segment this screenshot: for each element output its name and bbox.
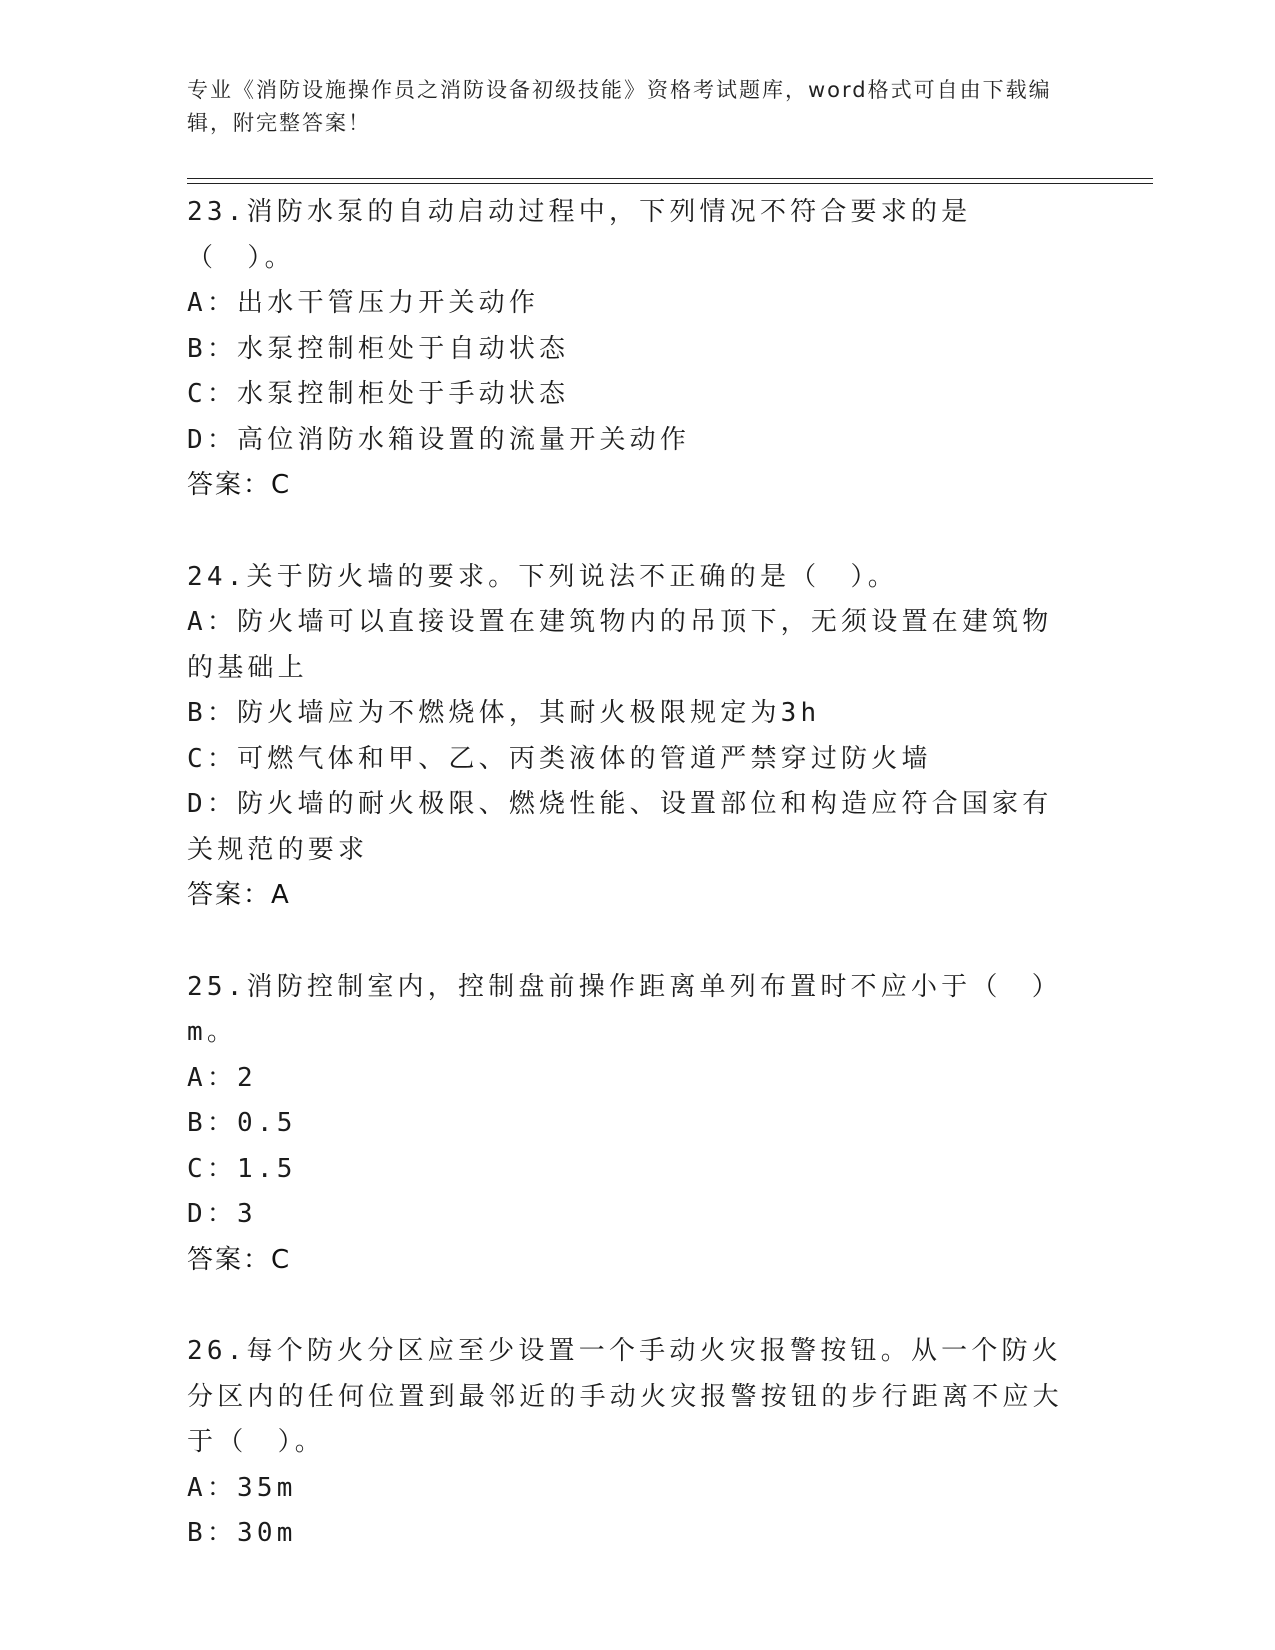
document-header: 专业《消防设施操作员之消防设备初级技能》资格考试题库，word格式可自由下载编辑，附完整答案！ bbox=[187, 78, 1052, 135]
option-a: A：出水干管压力开关动作 bbox=[187, 288, 540, 318]
option-b: B：水泵控制柜处于自动状态 bbox=[187, 333, 570, 364]
option-c: C：可燃气体和甲、乙、丙类液体的管道严禁穿过防火墙 bbox=[187, 743, 932, 774]
option-d: D：3 bbox=[187, 1199, 257, 1229]
answer-label: 答案：A bbox=[187, 880, 291, 910]
option-b: B：防火墙应为不燃烧体，其耐火极限规定为3h bbox=[187, 698, 821, 728]
option-a: A：35m bbox=[187, 1472, 297, 1503]
header-divider-top bbox=[187, 178, 1153, 179]
option-b: B：30m bbox=[187, 1518, 297, 1548]
question-stem: 24.关于防火墙的要求。下列说法不正确的是（ ）。 bbox=[187, 561, 898, 592]
answer-label: 答案：C bbox=[187, 470, 292, 500]
option-c: C：1.5 bbox=[187, 1153, 297, 1184]
answer-label: 答案：C bbox=[187, 1244, 292, 1275]
option-a: A：2 bbox=[187, 1062, 257, 1093]
option-d: D：防火墙的耐火极限、燃烧性能、设置部位和构造应符合国家有关规范的要求 bbox=[187, 789, 1053, 865]
question-stem: 26.每个防火分区应至少设置一个手动火灾报警按钮。从一个防火分区内的任何位置到最邻近的手动火灾报警按钮的步行距离不应大于（ ）。 bbox=[187, 1336, 1063, 1457]
header-divider-bottom bbox=[187, 183, 1153, 184]
question-25 bbox=[187, 965, 1077, 1284]
question-stem: 23.消防水泵的自动启动过程中，下列情况不符合要求的是（ ）。 bbox=[187, 197, 972, 273]
question-26 bbox=[187, 1329, 1077, 1557]
option-a: A：防火墙可以直接设置在建筑物内的吊顶下，无须设置在建筑物的基础上 bbox=[187, 607, 1053, 683]
option-d: D：高位消防水箱设置的流量开关动作 bbox=[187, 424, 691, 455]
question-stem: 25.消防控制室内，控制盘前操作距离单列布置时不应小于（ ）m。 bbox=[187, 971, 1062, 1047]
question-24 bbox=[187, 555, 1077, 919]
question-23 bbox=[187, 190, 1077, 509]
question-list bbox=[187, 190, 1077, 1557]
option-b: B：0.5 bbox=[187, 1108, 297, 1138]
option-c: C：水泵控制柜处于手动状态 bbox=[187, 379, 570, 409]
